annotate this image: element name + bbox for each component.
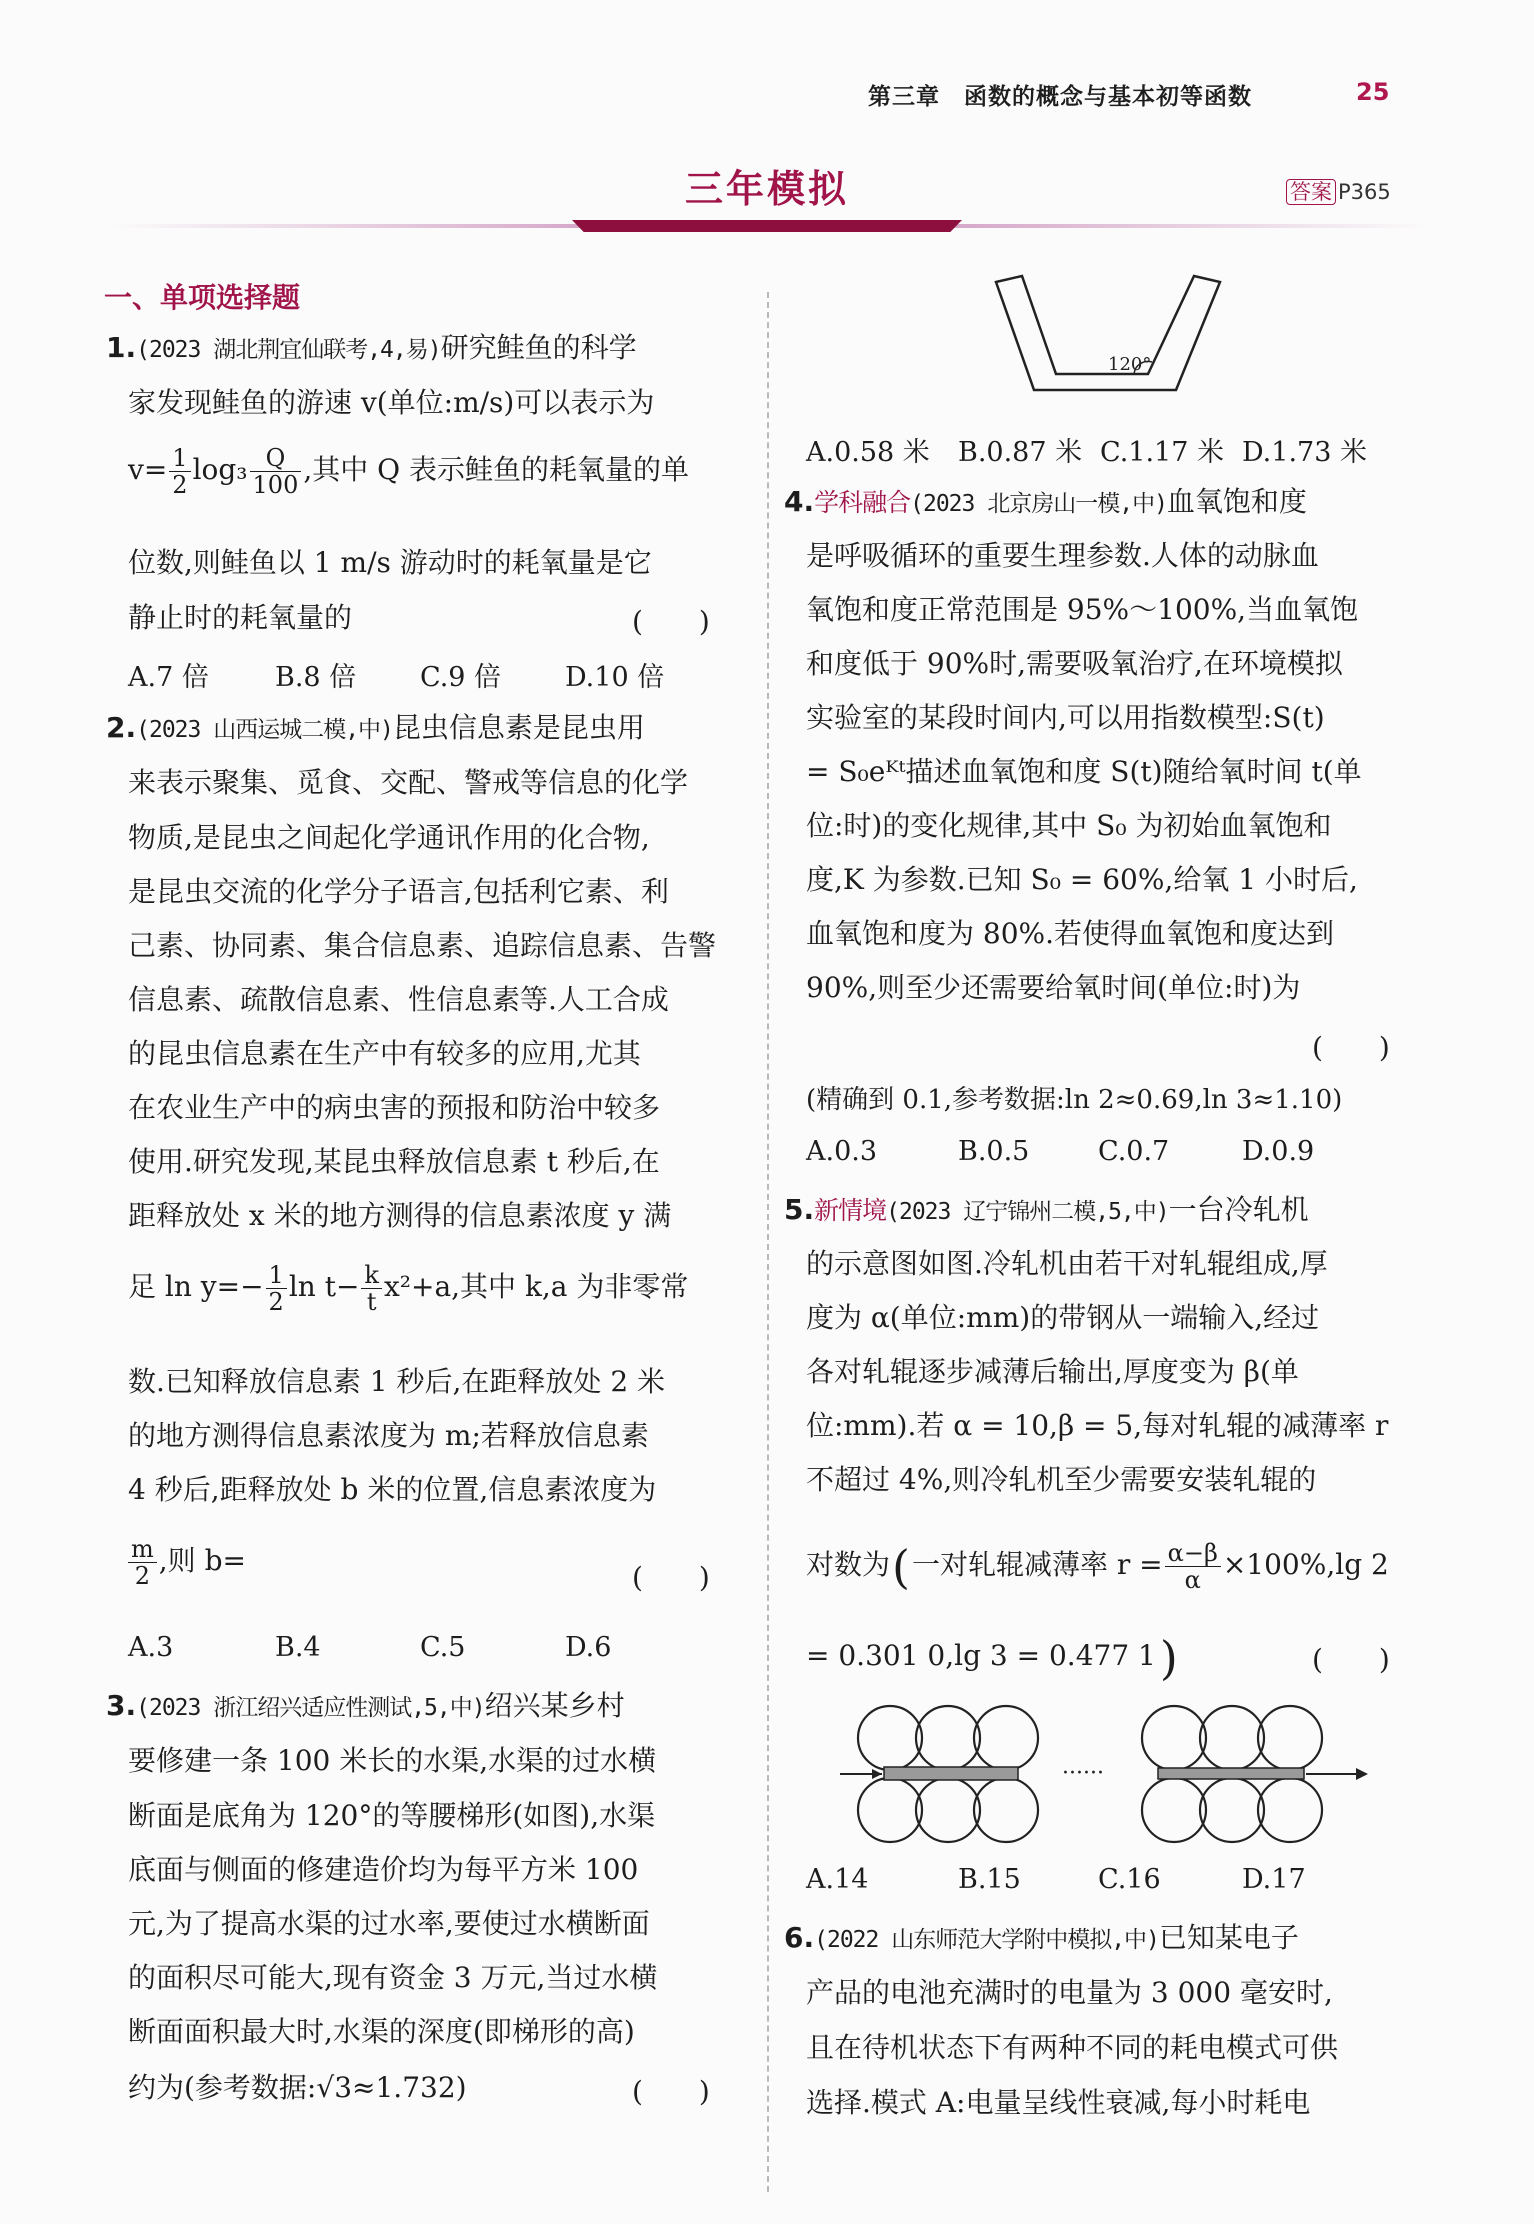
q4-line-11: (精确到 0.1,参考数据:ln 2≈0.69,ln 3≈1.10) (806, 1085, 1343, 1115)
q2-line-9: 使用.研究发现,某昆虫释放信息素 t 秒后,在 (128, 1145, 660, 1178)
q3-option-d: D.1.73 米 (1242, 437, 1367, 468)
q5-line-4: 各对轧辊逐步减薄后输出,厚度变为 β(单 (806, 1355, 1299, 1388)
q1-line-5: 静止时的耗氧量的 (128, 601, 353, 634)
q5-line-5: 位:mm).若 α = 10,β = 5,每对轧辊的减薄率 r (806, 1409, 1389, 1442)
q1-option-d: D.10 倍 (565, 662, 665, 693)
q1-option-c: C.9 倍 (420, 662, 502, 693)
q4-tag: 学科融合 (814, 488, 911, 517)
q2-option-a: A.3 (128, 1632, 174, 1663)
q6-line-2: 产品的电池充满时的电量为 3 000 毫安时, (806, 1976, 1333, 2009)
cold-rolling-mill-figure (836, 1700, 1376, 1850)
q4-line-4: 和度低于 90%时,需要吸氧治疗,在环境模拟 (806, 647, 1343, 680)
section-title: 三年模拟 (684, 167, 849, 211)
q3-source: (2023 浙江绍兴适应性测试,5,中) (136, 1695, 485, 1721)
q3-answer-blank: ( ) (632, 2075, 710, 2108)
q4-line-5: 实验室的某段时间内,可以用指数模型:S(t) (806, 701, 1325, 734)
q2-line-12: 数.已知释放信息素 1 秒后,在距释放处 2 米 (128, 1365, 666, 1398)
q5-answer-blank: ( ) (1312, 1643, 1390, 1676)
q2-answer-blank: ( ) (632, 1561, 710, 1594)
q1-line-1: 1.(2023 湖北荆宜仙联考,4,易)研究鲑鱼的科学 (106, 331, 637, 364)
q5-line-6: 不超过 4%,则冷轧机至少需要安装轧辊的 (806, 1463, 1317, 1496)
q2-line-6: 信息素、疏散信息素、性信息素等.人工合成 (128, 983, 669, 1016)
q5-option-d: D.17 (1242, 1864, 1306, 1895)
q1-option-a: A.7 倍 (128, 662, 209, 693)
q5-line-3: 度为 α(单位:mm)的带钢从一端输入,经过 (806, 1301, 1320, 1334)
q3-line-8: 约为(参考数据:√3≈1.732) (128, 2071, 467, 2104)
answer-tag: 答案 (1286, 179, 1336, 205)
q3-line-7: 断面面积最大时,水渠的深度(即梯形的高) (128, 2015, 635, 2048)
q6-source: (2022 山东师范大学附中模拟,中) (814, 1927, 1159, 1953)
q4-source: (2023 北京房山一模,中) (910, 491, 1167, 517)
angle-label: 120° (1108, 354, 1152, 375)
q4-option-a: A.0.3 (806, 1136, 878, 1167)
q1-line-2: 家发现鲑鱼的游速 v(单位:m/s)可以表示为 (128, 386, 655, 419)
q4-line-10: 90%,则至少还需要给氧时间(单位:时)为 (806, 971, 1301, 1004)
q5-formula-line: 对数为(一对轧辊减薄率 r = $\frac{\alpha-\beta}{\alpha}$ ×100%,lg 2 (806, 1539, 1389, 1594)
q4-option-b: B.0.5 (958, 1136, 1030, 1167)
q3-line-3: 断面是底角为 120°的等腰梯形(如图),水渠 (128, 1799, 656, 1832)
q5-source: (2023 辽宁锦州二模,5,中) (886, 1199, 1169, 1225)
banner-bar (572, 220, 962, 232)
q6-line-4: 选择.模式 A:电量呈线性衰减,每小时耗电 (806, 2086, 1311, 2119)
q5-option-c: C.16 (1098, 1864, 1161, 1895)
q3-line-5: 元,为了提高水渠的过水率,要使过水横断面 (128, 1907, 650, 1940)
q3-option-c: C.1.17 米 (1100, 437, 1224, 468)
q1-answer-blank: ( ) (632, 605, 710, 638)
trapezoid-channel-figure (984, 272, 1234, 412)
q2-option-d: D.6 (565, 1632, 612, 1663)
q1-option-b: B.8 倍 (275, 662, 357, 693)
q4-option-c: C.0.7 (1098, 1136, 1170, 1167)
column-divider (767, 292, 769, 2192)
page-number: 25 (1356, 78, 1390, 106)
q2-line-3: 物质,是昆虫之间起化学通讯作用的化合物, (128, 821, 650, 854)
q3-line-4: 底面与侧面的修建造价均为每平方米 100 (128, 1853, 639, 1886)
q4-line-7: 位:时)的变化规律,其中 S₀ 为初始血氧饱和 (806, 809, 1332, 842)
q5-line-2: 的示意图如图.冷轧机由若干对轧辊组成,厚 (806, 1247, 1328, 1280)
q1-source: (2023 湖北荆宜仙联考,4,易) (136, 337, 441, 363)
q6-line-1: 6.(2022 山东师范大学附中模拟,中)已知某电子 (784, 1921, 1299, 1954)
q3-line-2: 要修建一条 100 米长的水渠,水渠的过水横 (128, 1744, 657, 1777)
q6-line-3: 且在待机状态下有两种不同的耗电模式可供 (806, 2031, 1339, 2064)
q5-tag: 新情境 (814, 1196, 887, 1225)
q2-option-b: B.4 (275, 1632, 321, 1663)
q1-line-4: 位数,则鲑鱼以 1 m/s 游动时的耗氧量是它 (128, 546, 652, 579)
answer-page: P365 (1338, 180, 1391, 204)
q4-line-3: 氧饱和度正常范围是 95%～100%,当血氧饱 (806, 593, 1359, 626)
fraction: $\frac{1}{2}$ (169, 445, 190, 498)
q4-line-1: 4.学科融合(2023 北京房山一模,中)血氧饱和度 (784, 485, 1307, 518)
fraction: $\frac{m}{2}$ (128, 1536, 157, 1589)
q1-formula-line: v= $\frac{1}{2}$ log₃ $\frac{Q}{100}$ ,其中 Q 表示鲑鱼的耗氧量的单 (128, 444, 690, 499)
q2-line-8: 在农业生产中的病虫害的预报和防治中较多 (128, 1091, 661, 1124)
q5-option-a: A.14 (806, 1864, 869, 1895)
q2-line-13: 的地方测得信息素浓度为 m;若释放信息素 (128, 1419, 649, 1452)
q5-line-1: 5.新情境(2023 辽宁锦州二模,5,中)一台冷轧机 (784, 1193, 1309, 1226)
q5-line-8: = 0.301 0,lg 3 = 0.477 1) (806, 1630, 1178, 1685)
q2-line-14: 4 秒后,距释放处 b 米的位置,信息素浓度为 (128, 1473, 657, 1506)
q2-source: (2023 山西运城二模,中) (136, 717, 393, 743)
q3-line-6: 的面积尽可能大,现有资金 3 万元,当过水横 (128, 1961, 658, 1994)
answer-reference (1286, 176, 1391, 206)
chapter-header: 第三章 函数的概念与基本初等函数 (868, 84, 1252, 110)
fraction: $\frac{\alpha-\beta}{\alpha}$ (1165, 1540, 1221, 1593)
q2-formula-line-2: $\frac{m}{2}$ ,则 b= (126, 1536, 246, 1589)
q2-line-2: 来表示聚集、觅食、交配、警戒等信息的化学 (128, 766, 689, 799)
q5-option-b: B.15 (958, 1864, 1021, 1895)
q4-line-9: 血氧饱和度为 80%.若使得血氧饱和度达到 (806, 917, 1335, 950)
q2-line-4: 是昆虫交流的化学分子语言,包括利它素、利 (128, 875, 669, 908)
q4-option-d: D.0.9 (1242, 1136, 1315, 1167)
q2-option-c: C.5 (420, 1632, 466, 1663)
fraction: $\frac{1}{2}$ (266, 1262, 287, 1315)
q2-line-1: 2.(2023 山西运城二模,中)昆虫信息素是昆虫用 (106, 711, 645, 744)
q4-line-2: 是呼吸循环的重要生理参数.人体的动脉血 (806, 539, 1319, 572)
q2-line-5: 己素、协同素、集合信息素、追踪信息素、告警 (128, 929, 717, 962)
q4-line-8: 度,K 为参数.已知 S₀ = 60%,给氧 1 小时后, (806, 863, 1358, 896)
q3-option-b: B.0.87 米 (958, 437, 1083, 468)
q4-line-6: = S₀eᴷᵗ描述血氧饱和度 S(t)随给氧时间 t(单 (806, 755, 1362, 788)
q2-formula-line: 足 ln y=− $\frac{1}{2}$ ln t− $\frac{k}{t}$ x²+a,其中 k,a 为非零常 (128, 1261, 689, 1316)
q3-option-a: A.0.58 米 (806, 437, 930, 468)
q2-line-10: 距释放处 x 米的地方测得的信息素浓度 y 满 (128, 1199, 672, 1232)
fraction: $\frac{k}{t}$ (361, 1262, 382, 1315)
section-heading: 一、单项选择题 (104, 281, 301, 314)
q3-line-1: 3.(2023 浙江绍兴适应性测试,5,中)绍兴某乡村 (106, 1689, 625, 1722)
q2-line-7: 的昆虫信息素在生产中有较多的应用,尤其 (128, 1037, 641, 1070)
fraction: $\frac{Q}{100}$ (250, 445, 302, 498)
q4-answer-blank: ( ) (1312, 1031, 1390, 1064)
ellipsis-label: ······ (1062, 1761, 1104, 1786)
